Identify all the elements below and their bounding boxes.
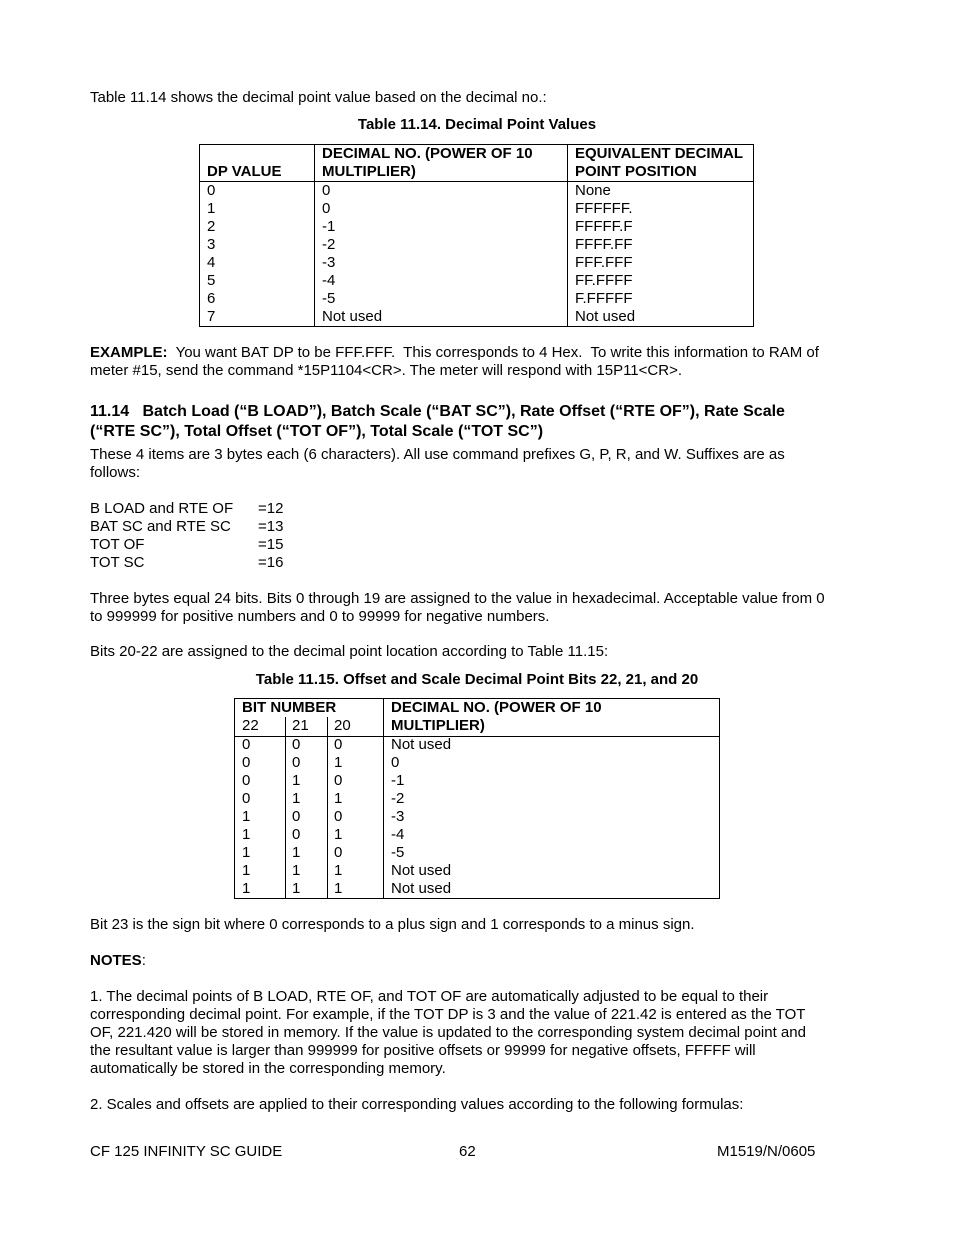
table-row [200, 254, 754, 272]
para1-line1: These 4 items are 3 bytes each (6 characters). All use command prefixes G, P, R, and W. Suffixes are as [90, 446, 785, 463]
note-1-line: 1. The decimal points of B LOAD, RTE OF, and TOT OF are automatically adjusted to be equal to their [90, 988, 769, 1005]
section-paragraph-3: Bits 20-22 are assigned to the decimal point location according to Table 11.15: [90, 643, 609, 660]
table-cell: 1 [242, 880, 251, 897]
table-cell: -5 [391, 844, 405, 861]
section-paragraph-2 [90, 590, 865, 626]
table-cell: FFFF.FF [568, 236, 754, 254]
table-cell: Not used [391, 880, 452, 897]
intro-text: Table 11.14 shows the decimal point value based on the decimal no.: [90, 89, 547, 106]
suffix-name: TOT SC [90, 554, 145, 571]
table-header-row [200, 145, 754, 182]
table-cell: FF.FFFF [568, 272, 754, 290]
header-equivalent-position: EQUIVALENT DECIMAL POINT POSITION [568, 145, 754, 182]
table-cell: 0 [315, 182, 568, 201]
table-cell: 0 [242, 736, 251, 753]
bit-column-divider [285, 717, 286, 898]
table-cell: 0 [200, 182, 315, 201]
para1-line2: follows: [90, 464, 141, 481]
suffix-value: =15 [258, 536, 284, 553]
suffix-item [90, 518, 283, 536]
table-11-15-caption: Table 11.15. Offset and Scale Decimal Point Bits 22, 21, and 20 [255, 671, 699, 688]
table-cell: 0 [242, 790, 251, 807]
suffix-value: =13 [258, 518, 284, 535]
bit-23-text: Bit 23 is the sign bit where 0 corresponds to a plus sign and 1 corresponds to a minus sign. [90, 916, 695, 933]
note-1-line: OF, 221.420 will be stored in memory. If the value is updated to the corresponding system decimal point and [90, 1024, 806, 1041]
table-cell: 2 [200, 218, 315, 236]
table-cell: 3 [200, 236, 315, 254]
table-cell: 0 [334, 844, 343, 861]
table-row [200, 182, 754, 201]
table-cell: F.FFFFF [568, 290, 754, 308]
section-heading-line1: 11.14 Batch Load (“B LOAD”), Batch Scale (“BAT SC”), Rate Offset (“RTE OF”), Rate Scale [90, 403, 785, 420]
table-cell: 1 [242, 808, 251, 825]
table-cell: 1 [334, 826, 343, 843]
table-cell: 0 [334, 736, 343, 753]
table-cell: 0 [315, 200, 568, 218]
footer-right: M1519/N/0605 [717, 1143, 816, 1160]
notes-colon: : [141, 952, 146, 969]
table-cell: 1 [292, 790, 301, 807]
example-label: EXAMPLE: [90, 344, 168, 361]
suffix-item [90, 500, 283, 518]
suffix-name: TOT OF [90, 536, 145, 553]
table-cell: 1 [292, 844, 301, 861]
table-cell: 1 [292, 880, 301, 897]
section-heading-line2: (“RTE SC”), Total Offset (“TOT OF”), Total Scale (“TOT SC”) [90, 423, 544, 440]
table-row [200, 308, 754, 327]
table-cell: -4 [315, 272, 568, 290]
table-cell: 0 [334, 772, 343, 789]
table-cell: 0 [292, 736, 301, 753]
table-cell: 1 [334, 862, 343, 879]
table-row [200, 272, 754, 290]
table-row [200, 290, 754, 308]
table-cell: -4 [391, 826, 405, 843]
offset-scale-bits-table [234, 698, 720, 899]
table-cell: 1 [334, 754, 343, 771]
note-1 [90, 988, 880, 1078]
bit-column-divider [327, 717, 328, 898]
example-text-line2: meter #15, send the command *15P1104<CR>. The meter will respond with 15P11<CR>. [90, 362, 682, 379]
header-decimal-no-line2: MULTIPLIER) [391, 717, 485, 734]
table-body [200, 182, 754, 327]
notes-heading [90, 952, 865, 970]
footer-page-number: 62 [459, 1143, 476, 1160]
footer-left: CF 125 INFINITY SC GUIDE [90, 1143, 283, 1160]
header-bit-22: 22 [242, 717, 259, 734]
table-cell: 5 [200, 272, 315, 290]
table-cell: FFF.FFF [568, 254, 754, 272]
table-cell: FFFFF.F [568, 218, 754, 236]
table-cell: 0 [242, 772, 251, 789]
note-1-line: automatically be stored in the corresponding memory. [90, 1060, 446, 1077]
table-cell: FFFFFF. [568, 200, 754, 218]
para2-line1: Three bytes equal 24 bits. Bits 0 through 19 are assigned to the value in hexadecimal. Acceptable value from 0 [90, 590, 825, 607]
table-cell: 4 [200, 254, 315, 272]
table-cell: 1 [334, 880, 343, 897]
table-cell: 1 [242, 826, 251, 843]
table-cell: 0 [391, 754, 400, 771]
table-cell: -3 [391, 808, 405, 825]
header-bit-20: 20 [334, 717, 351, 734]
notes-label: NOTES [90, 952, 142, 969]
table-cell: -3 [315, 254, 568, 272]
table-cell: 1 [292, 862, 301, 879]
suffix-name: BAT SC and RTE SC [90, 518, 231, 535]
table-cell: None [568, 182, 754, 201]
table-cell: -2 [315, 236, 568, 254]
header-decimal-no: DECIMAL NO. (POWER OF 10 MULTIPLIER) [315, 145, 568, 182]
table-cell: Not used [391, 862, 452, 879]
suffix-item [90, 554, 283, 572]
table-cell: -5 [315, 290, 568, 308]
note-1-line: corresponding decimal point. For example, if the TOT DP is 3 and the value of 221.42 is entered as the TOT [90, 1006, 806, 1023]
table-cell: Not used [315, 308, 568, 327]
note-2: 2. Scales and offsets are applied to their corresponding values according to the following formulas: [90, 1096, 744, 1113]
table-cell: 6 [200, 290, 315, 308]
header-decimal-no-line1: DECIMAL NO. (POWER OF 10 [391, 699, 602, 716]
header-bit-number: BIT NUMBER [242, 699, 337, 716]
section-heading [90, 402, 880, 442]
table-row [200, 236, 754, 254]
table-cell: 0 [292, 808, 301, 825]
table-cell: 0 [292, 754, 301, 771]
table-cell: 1 [334, 790, 343, 807]
table-cell: 1 [242, 862, 251, 879]
table-cell: 1 [242, 844, 251, 861]
table-cell: -2 [391, 790, 405, 807]
table-cell: 1 [200, 200, 315, 218]
table-cell: 0 [242, 754, 251, 771]
suffix-value: =16 [258, 554, 284, 571]
table-11-14-caption: Table 11.14. Decimal Point Values [357, 116, 597, 133]
table-cell: Not used [568, 308, 754, 327]
suffix-value: =12 [258, 500, 284, 517]
table-cell: -1 [315, 218, 568, 236]
section-paragraph-1 [90, 446, 865, 482]
suffix-item [90, 536, 283, 554]
header-dp-value: DP VALUE [200, 145, 315, 182]
table-cell: 7 [200, 308, 315, 327]
note-1-line: the resultant value is larger than 999999 for positive offsets or 99999 for negative offsets, FFFFF will [90, 1042, 756, 1059]
suffix-name: B LOAD and RTE OF [90, 500, 234, 517]
header-bit-21: 21 [292, 717, 309, 734]
decimal-point-values-table [199, 144, 754, 327]
table-cell: Not used [391, 736, 452, 753]
table-row [200, 218, 754, 236]
table-row [200, 200, 754, 218]
example-paragraph [90, 344, 865, 380]
header-divider [235, 736, 719, 737]
table-cell: -1 [391, 772, 405, 789]
table-cell: 0 [292, 826, 301, 843]
suffix-list [90, 500, 283, 572]
table-cell: 1 [292, 772, 301, 789]
example-text-line1: You want BAT DP to be FFF.FFF. This corresponds to 4 Hex. To write this information to RAM of [167, 344, 819, 361]
para2-line2: to 999999 for positive numbers and 0 to 99999 for negative numbers. [90, 608, 550, 625]
table-cell: 0 [334, 808, 343, 825]
column-divider [383, 699, 384, 898]
